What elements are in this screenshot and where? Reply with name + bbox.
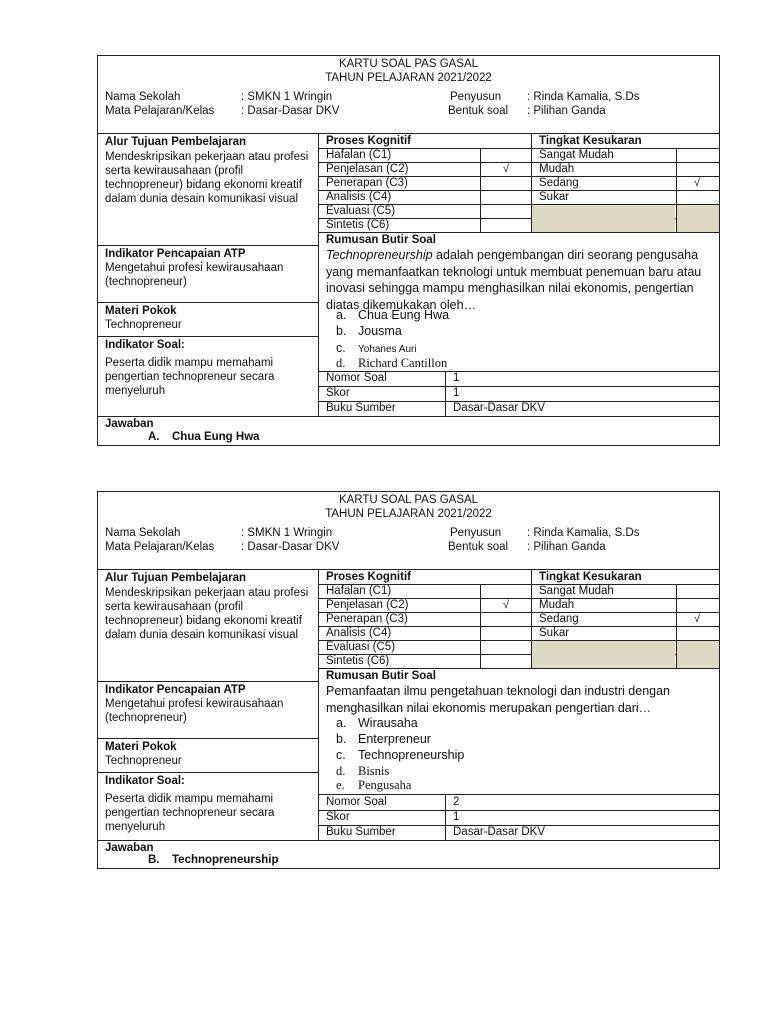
proses-c1: Hafalan (C1): [326, 149, 392, 161]
indikator-atp-title: Indikator Pencapaian ATP: [105, 684, 246, 696]
author-value: : Rinda Kamalia, S.Ds: [527, 527, 640, 539]
form-value: : Pilihan Ganda: [527, 105, 606, 117]
tingkat-check-3: √: [694, 177, 701, 189]
materi-text: Technopreneur: [105, 755, 182, 767]
card-header: [98, 56, 719, 134]
tingkat-4: Sukar: [539, 627, 570, 639]
answer: A. Chua Eung Hwa: [148, 431, 260, 443]
card-subtitle: TAHUN PELAJARAN 2021/2022: [325, 72, 492, 84]
subject-value: : Dasar-Dasar DKV: [241, 105, 340, 117]
school-value: : SMKN 1 Wringin: [241, 527, 333, 539]
author-value: : Rinda Kamalia, S.Ds: [527, 91, 640, 103]
subject-label: Mata Pelajaran/Kelas: [105, 105, 215, 117]
subject-value: : Dasar-Dasar DKV: [241, 541, 340, 553]
indikator-soal-title: Indikator Soal:: [105, 775, 185, 787]
tingkat-2: Mudah: [539, 163, 575, 175]
school-label: Nama Sekolah: [105, 527, 181, 539]
option-d: d. Richard Cantillon: [336, 356, 448, 370]
tingkat-title: Tingkat Kesukaran: [539, 571, 642, 583]
proses-check-c2: √: [503, 599, 510, 611]
indikator-soal-text: Peserta didik mampu memahami pengertian technopreneur secara menyeluruh: [105, 793, 275, 833]
tingkat-1: Sangat Mudah: [539, 149, 614, 161]
skor-value: 1: [453, 811, 460, 823]
nomor-value: 1: [453, 372, 460, 384]
tingkat-3: Sedang: [539, 177, 579, 189]
nomor-label: Nomor Soal: [326, 796, 387, 808]
rumusan-title: Rumusan Butir Soal: [326, 234, 436, 246]
proses-c2: Penjelasan (C2): [326, 599, 409, 611]
card-title: KARTU SOAL PAS GASAL: [338, 58, 479, 70]
jawaban-title: Jawaban: [105, 842, 154, 854]
proses-c2: Penjelasan (C2): [326, 163, 409, 175]
materi-text: Technopreneur: [105, 319, 182, 331]
indikator-atp-text: Mengetahui profesi kewirausahaan (technopreneur): [105, 698, 284, 724]
proses-c5: Evaluasi (C5): [326, 205, 396, 217]
alur-title: Alur Tujuan Pembelajaran: [105, 136, 247, 148]
indikator-soal-title: Indikator Soal:: [105, 339, 185, 351]
card-header: [98, 492, 719, 570]
skor-label: Skor: [326, 811, 350, 823]
indikator-atp-title: Indikator Pencapaian ATP: [105, 248, 246, 260]
proses-c4: Analisis (C4): [326, 627, 392, 639]
indikator-soal-text: Peserta didik mampu memahami pengertian technopreneur secara menyeluruh: [105, 357, 275, 397]
question-card-1: [97, 55, 720, 446]
option-c: c. Technopreneurship: [336, 748, 465, 762]
materi-title: Materi Pokok: [105, 305, 177, 317]
tingkat-4: Sukar: [539, 191, 570, 203]
jawaban-title: Jawaban: [105, 418, 154, 430]
proses-c3: Penerapan (C3): [326, 177, 408, 189]
question-text: Pemanfaatan ilmu pengetahuan teknologi dan industri dengan menghasilkan nilai ekonomis merupakan pengertian dari…: [326, 684, 671, 715]
proses-title: Proses Kognitif: [326, 571, 411, 583]
proses-check-c2: √: [503, 163, 510, 175]
option-b: b. Jousma: [336, 324, 402, 338]
form-value: : Pilihan Ganda: [527, 541, 606, 553]
proses-c5: Evaluasi (C5): [326, 641, 396, 653]
option-c: c. Yohanes Auri: [336, 341, 417, 355]
proses-c4: Analisis (C4): [326, 191, 392, 203]
indikator-atp-text: Mengetahui profesi kewirausahaan (technopreneur): [105, 262, 284, 288]
tingkat-3: Sedang: [539, 613, 579, 625]
option-a: a. Wirausaha: [336, 716, 418, 730]
proses-c6: Sintetis (C6): [326, 655, 390, 667]
option-a: a. Chua Eung Hwa: [336, 308, 450, 322]
proses-c1: Hafalan (C1): [326, 585, 392, 597]
form-label: Bentuk soal: [448, 541, 509, 553]
option-e: e. Pengusaha: [336, 778, 412, 792]
rumusan-title: Rumusan Butir Soal: [326, 670, 436, 682]
form-label: Bentuk soal: [448, 105, 509, 117]
question-text: [326, 247, 718, 313]
school-label: Nama Sekolah: [105, 91, 181, 103]
tingkat-check-3: √: [694, 613, 701, 625]
question-term: Technopreneurship: [326, 248, 433, 262]
buku-label: Buku Sumber: [326, 402, 396, 414]
question-body: adalah pengembangan diri seorang pengusaha yang memanfaatkan teknologi untuk membuat penemuan baru atau inovasi sehingga mampu menghasilkan nilai ekonomis, pengertian diatas dikemukakan oleh…: [326, 248, 702, 312]
buku-value: Dasar-Dasar DKV: [453, 826, 546, 838]
option-b: b. Enterpreneur: [336, 732, 431, 746]
skor-label: Skor: [326, 387, 350, 399]
answer: B. Technopreneurship: [148, 854, 279, 866]
tingkat-1: Sangat Mudah: [539, 585, 614, 597]
tingkat-title: Tingkat Kesukaran: [539, 135, 642, 147]
proses-c3: Penerapan (C3): [326, 613, 408, 625]
option-d: d. Bisnis: [336, 764, 390, 778]
card-subtitle: TAHUN PELAJARAN 2021/2022: [325, 508, 492, 520]
alur-title: Alur Tujuan Pembelajaran: [105, 572, 247, 584]
buku-value: Dasar-Dasar DKV: [453, 402, 546, 414]
author-label: Penyusun: [450, 527, 502, 539]
nomor-value: 2: [453, 796, 460, 808]
tingkat-2: Mudah: [539, 599, 575, 611]
nomor-label: Nomor Soal: [326, 372, 387, 384]
proses-c6: Sintetis (C6): [326, 219, 390, 231]
subject-label: Mata Pelajaran/Kelas: [105, 541, 215, 553]
materi-title: Materi Pokok: [105, 741, 177, 753]
card-title: KARTU SOAL PAS GASAL: [338, 494, 479, 506]
question-card-2: [97, 491, 720, 869]
alur-text: Mendeskripsikan pekerjaan atau profesi serta kewirausahaan (profil technopreneur) bidang ekonomi kreatif dalam dunia desain komunikasi visual: [105, 587, 309, 641]
buku-label: Buku Sumber: [326, 826, 396, 838]
skor-value: 1: [453, 387, 460, 399]
proses-title: Proses Kognitif: [326, 135, 411, 147]
alur-text: Mendeskripsikan pekerjaan atau profesi serta kewirausahaan (profil technopreneur) bidang ekonomi kreatif dalam dunia desain komunikasi visual: [105, 151, 309, 205]
author-label: Penyusun: [450, 91, 502, 103]
school-value: : SMKN 1 Wringin: [241, 91, 333, 103]
